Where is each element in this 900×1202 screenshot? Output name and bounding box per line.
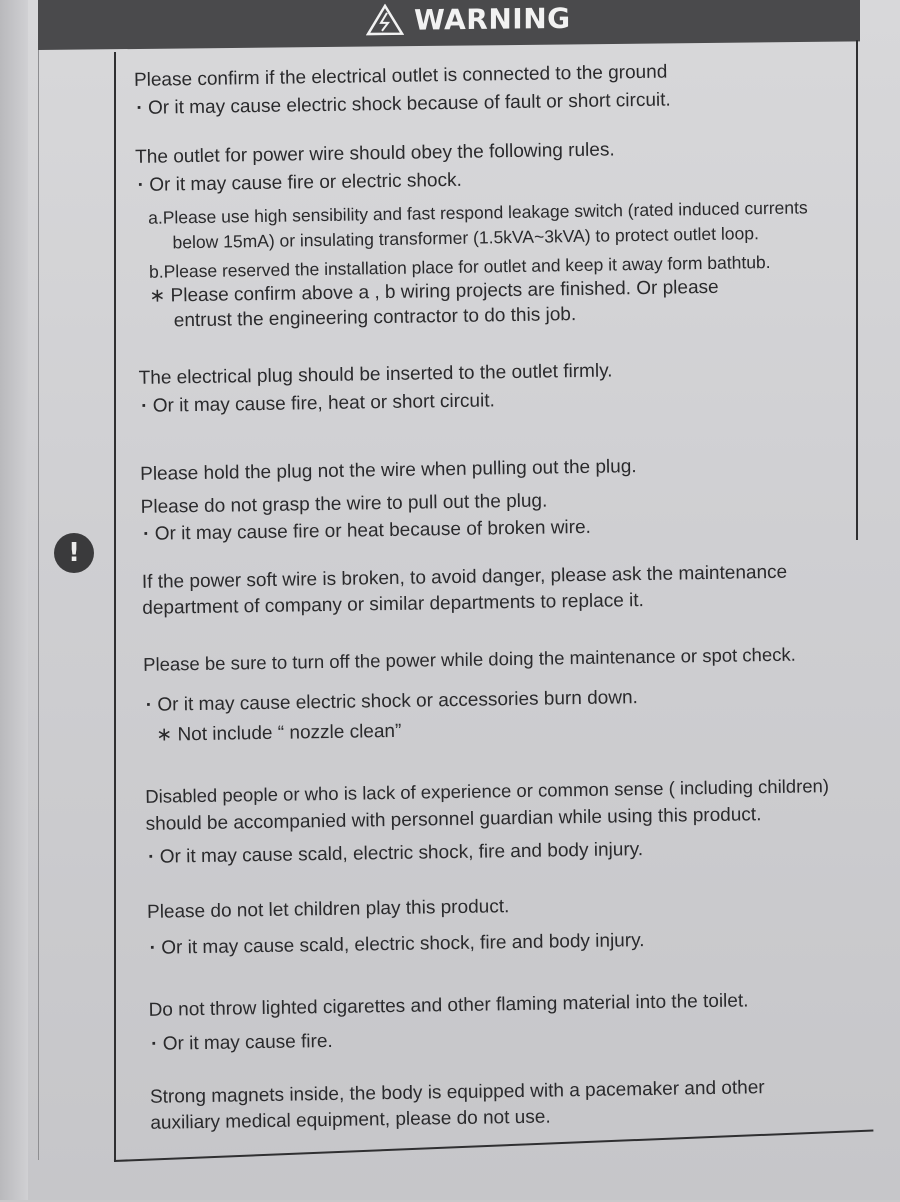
section-7-heading-line2: should be accompanied with personnel guardian while using this product. (145, 804, 762, 835)
section-8-consequence: · Or it may cause scald, electric shock, fire and body injury. (149, 930, 644, 960)
section-1-heading: Please confirm if the electrical outlet is connected to the ground (133, 61, 668, 91)
section-4-heading-line1: Please hold the plug not the wire when pulling out the plug. (140, 456, 637, 485)
section-6-note: ∗ Not include “ nozzle clean” (156, 720, 402, 746)
section-3-consequence: · Or it may cause fire, heat or short circuit. (141, 390, 495, 418)
section-2-note-line2: entrust the engineering contractor to do this job. (173, 304, 577, 332)
section-10-line1: Strong magnets inside, the body is equipped with a pacemaker and other (149, 1077, 765, 1108)
section-6-consequence: · Or it may cause electric shock or accessories burn down. (146, 687, 638, 717)
section-4-heading-line2: Please do not grasp the wire to pull out the plug. (140, 490, 548, 518)
section-6-heading: Please be sure to turn off the power while doing the maintenance or spot check. (143, 643, 796, 675)
section-5-line1: If the power soft wire is broken, to avoid danger, please ask the maintenance (141, 561, 788, 593)
section-2-rule-a-line1: a.Please use high sensibility and fast respond leakage switch (rated induced currents (148, 197, 808, 228)
section-10-line2: auxiliary medical equipment, please do not use. (150, 1106, 551, 1134)
section-2-note-line1: ∗ Please confirm above a , b wiring projects are finished. Or please (149, 276, 719, 307)
section-5-line2: department of company or similar departments to replace it. (142, 589, 645, 619)
section-3-heading: The electrical plug should be inserted to the outlet firmly. (138, 360, 613, 389)
section-7-consequence: · Or it may cause scald, electric shock, fire and body injury. (148, 839, 643, 869)
exclamation-icon: ! (54, 533, 94, 573)
section-9-consequence: · Or it may cause fire. (151, 1031, 333, 1056)
section-9-heading: Do not throw lighted cigarettes and other flaming material into the toilet. (148, 990, 749, 1021)
section-2-heading: The outlet for power wire should obey the following rules. (135, 139, 615, 168)
section-4-consequence: · Or it may cause fire or heat because of broken wire. (143, 517, 591, 546)
section-2-rule-b: b.Please reserved the installation place for outlet and keep it away form bathtub. (148, 251, 771, 282)
warning-title: WARNING (414, 1, 571, 37)
section-1-consequence: · Or it may cause electric shock because of fault or short circuit. (136, 90, 671, 120)
section-7-heading-line1: Disabled people or who is lack of experience or common sense ( including children) (145, 775, 830, 807)
section-8-heading: Please do not let children play this product. (146, 896, 510, 923)
section-2-consequence: · Or it may cause fire or electric shock. (137, 170, 461, 197)
section-2-rule-a-line2: below 15mA) or insulating transformer (1.5kVA~3kVA) to protect outlet loop. (172, 223, 760, 253)
